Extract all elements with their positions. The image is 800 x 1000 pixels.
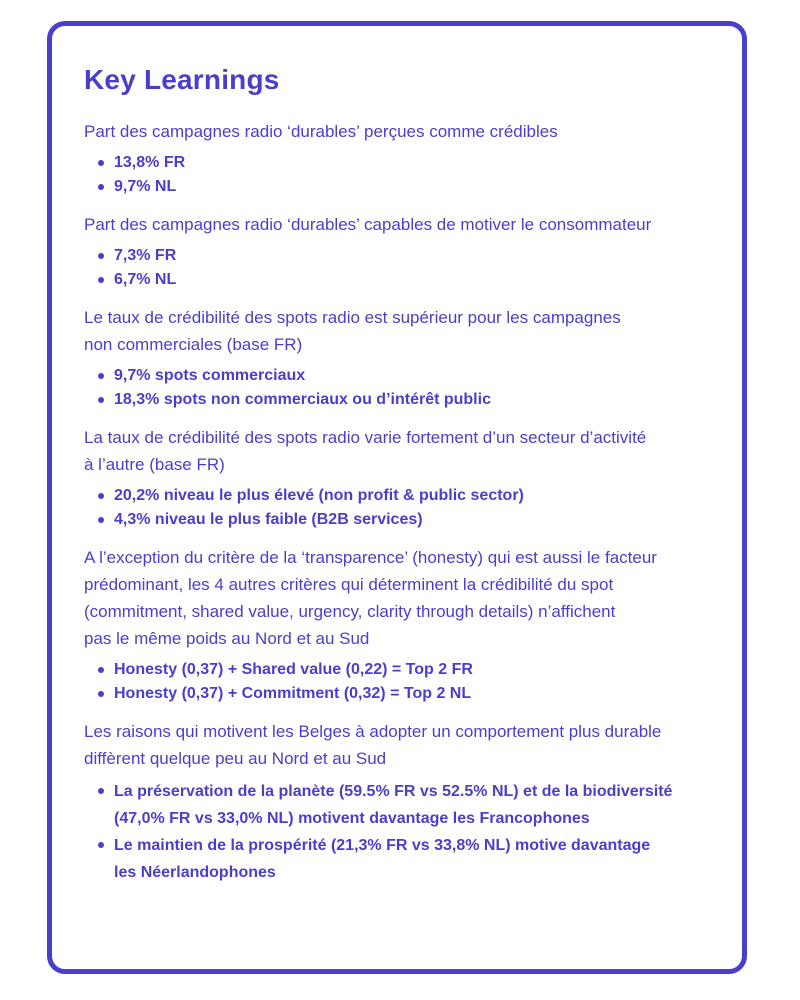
bullet-text: Le maintien de la prospérité (21,3% FR vs 33,8% NL) motive davantage bbox=[114, 837, 651, 854]
bullet-list bbox=[84, 244, 734, 292]
intro-line: La taux de crédibilité des spots radio varie fortement d’un secteur d’activité bbox=[84, 428, 647, 447]
list-item bbox=[114, 484, 734, 508]
learning-section-motivating bbox=[84, 211, 734, 292]
section-intro bbox=[84, 304, 734, 358]
bullet-text: (47,0% FR vs 33,0% NL) motivent davantage les Francophones bbox=[114, 810, 590, 827]
key-learnings-content bbox=[84, 60, 734, 898]
bullet-dot-icon bbox=[98, 517, 104, 523]
list-item bbox=[114, 175, 734, 199]
intro-line: pas le même poids au Nord et au Sud bbox=[84, 629, 370, 648]
section-intro bbox=[84, 544, 734, 652]
bullet-text: Honesty (0,37) + Commitment (0,32) = Top 2 NL bbox=[114, 685, 472, 702]
bullet-dot-icon bbox=[98, 253, 104, 259]
section-intro bbox=[84, 211, 734, 238]
bullet-dot-icon bbox=[98, 277, 104, 283]
intro-line: prédominant, les 4 autres critères qui déterminent la crédibilité du spot bbox=[84, 575, 614, 594]
intro-line: Part des campagnes radio ‘durables’ perçues comme crédibles bbox=[84, 122, 558, 141]
intro-line: Le taux de crédibilité des spots radio est supérieur pour les campagnes bbox=[84, 308, 621, 327]
bullet-dot-icon bbox=[98, 493, 104, 499]
bullet-text: les Néerlandophones bbox=[114, 864, 276, 881]
bullet-text: 6,7% NL bbox=[114, 271, 177, 288]
bullet-text: 9,7% spots commerciaux bbox=[114, 367, 306, 384]
learning-section-commercial bbox=[84, 304, 734, 412]
page-title: Key Learnings bbox=[84, 64, 280, 95]
list-item bbox=[114, 658, 734, 682]
intro-line: à l’autre (base FR) bbox=[84, 455, 225, 474]
bullet-list bbox=[84, 484, 734, 532]
learning-section-credible bbox=[84, 118, 734, 199]
list-item bbox=[114, 508, 734, 532]
intro-line: non commerciales (base FR) bbox=[84, 335, 303, 354]
list-item bbox=[114, 778, 734, 832]
bullet-dot-icon bbox=[98, 667, 104, 673]
bullet-list bbox=[84, 364, 734, 412]
list-item bbox=[114, 682, 734, 706]
list-item bbox=[114, 244, 734, 268]
bullet-dot-icon bbox=[98, 160, 104, 166]
bullet-text: 7,3% FR bbox=[114, 247, 177, 264]
bullet-list bbox=[84, 778, 734, 886]
list-item bbox=[114, 364, 734, 388]
bullet-dot-icon bbox=[98, 788, 104, 794]
bullet-dot-icon bbox=[98, 842, 104, 848]
bullet-text: Honesty (0,37) + Shared value (0,22) = Top 2 FR bbox=[114, 661, 473, 678]
bullet-dot-icon bbox=[98, 373, 104, 379]
bullet-text: La préservation de la planète (59.5% FR vs 52.5% NL) et de la biodiversité bbox=[114, 783, 673, 800]
bullet-dot-icon bbox=[98, 184, 104, 190]
list-item bbox=[114, 388, 734, 412]
intro-line: diffèrent quelque peu au Nord et au Sud bbox=[84, 749, 387, 768]
intro-line: Part des campagnes radio ‘durables’ capables de motiver le consommateur bbox=[84, 215, 652, 234]
section-intro bbox=[84, 718, 734, 772]
list-item bbox=[114, 151, 734, 175]
intro-line: (commitment, shared value, urgency, clarity through details) n’affichent bbox=[84, 602, 616, 621]
bullet-dot-icon bbox=[98, 691, 104, 697]
bullet-text: 4,3% niveau le plus faible (B2B services) bbox=[114, 511, 423, 528]
bullet-list bbox=[84, 151, 734, 199]
bullet-list bbox=[84, 658, 734, 706]
bullet-text: 13,8% FR bbox=[114, 154, 186, 171]
bullet-dot-icon bbox=[98, 397, 104, 403]
list-item bbox=[114, 832, 734, 886]
intro-line: Les raisons qui motivent les Belges à adopter un comportement plus durable bbox=[84, 722, 662, 741]
bullet-text: 20,2% niveau le plus élevé (non profit & public sector) bbox=[114, 487, 524, 504]
learning-section-sector bbox=[84, 424, 734, 532]
bullet-text: 9,7% NL bbox=[114, 178, 177, 195]
intro-line: A l’exception du critère de la ‘transparence’ (honesty) qui est aussi le facteur bbox=[84, 548, 657, 567]
learning-section-motivations bbox=[84, 718, 734, 886]
section-intro bbox=[84, 424, 734, 478]
bullet-text: 18,3% spots non commerciaux ou d’intérêt public bbox=[114, 391, 491, 408]
list-item bbox=[114, 268, 734, 292]
section-intro bbox=[84, 118, 734, 145]
learning-section-criteria bbox=[84, 544, 734, 706]
